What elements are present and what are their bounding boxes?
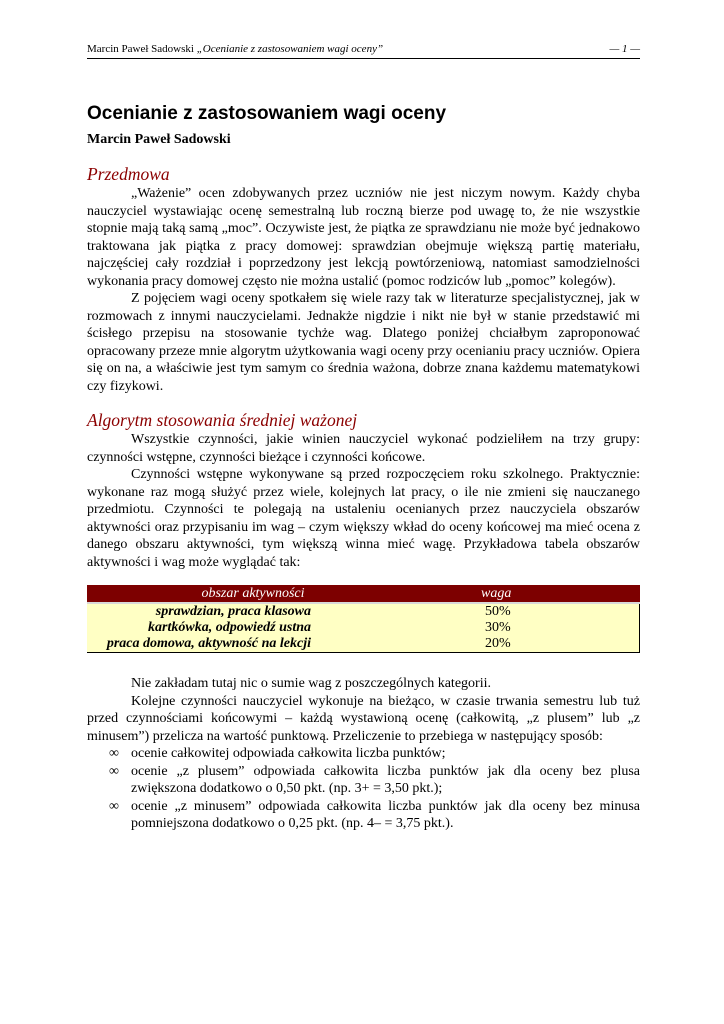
page-header — [87, 40, 640, 59]
document-title: Ocenianie z zastosowaniem wagi oceny — [87, 103, 447, 124]
document-body — [87, 96, 640, 833]
weights-table — [87, 585, 640, 653]
paragraph: Czynności wstępne wykonywane są przed rozpoczęciem roku szkolnego. Praktycznie: wykonane raz mogą służyć przez wiele, kolejnych lat pracy, o ile nie zmieni się nauczanego przedmiotu. Czynności te polegają na ustaleniu ocenianych przez nauczyciela obszarów aktywności oraz przypisaniu im wag – czym większy wkład do oceny końcowej ma mieć ocena z danego obszaru aktywności, tym większą winna mieć wagę. Przykładowa tabela obszarów aktywności i wag może wyglądać tak: — [87, 467, 640, 570]
cell-weight: 30% — [419, 620, 640, 636]
paragraph: Wszystkie czynności, jakie winien nauczyciel wykonać podzieliłem na trzy grupy: czynności wstępne, czynności bieżące i czynności końcowe. — [87, 432, 640, 465]
paragraph: Nie zakładam tutaj nic o sumie wag z poszczególnych kategorii. — [131, 676, 491, 691]
cell-area: praca domowa, aktywność na lekcji — [87, 636, 419, 653]
list-item — [87, 745, 640, 763]
list-item-text: ocenie „z plusem” odpowiada całkowita liczba punktów jak dla oceny bez plusa zwiększona dodatkowo o 0,50 pkt. (np. 3+ = 3,50 pkt.); — [131, 763, 640, 796]
paragraph: „Ważenie” ocen zdobywanych przez uczniów nie jest niczym nowym. Każdy chyba nauczyciel wystawiając ocenę semestralną lub roczną bierze pod uwagę to, że nie wszystkie stopnie mają taką samą „moc”. Oczywiste jest, że piątka ze sprawdzianu nie może być jednakowo traktowana jak piątka z pracy domowej: sprawdzian obejmuje większą partię materiału, najczęściej cały rozdział i poprzedzony jest lekcją powtórzeniową, natomiast samodzielności wykonania pracy domowej często nie można ustalić (pomoc rodziców lub „pomoc” kolegów). — [87, 186, 640, 289]
section-heading-algorithm: Algorytm stosowania średniej ważonej — [87, 410, 358, 430]
infinity-bullet-icon: ∞ — [109, 763, 119, 779]
table-row — [87, 620, 640, 636]
table-row — [87, 636, 640, 653]
cell-weight: 50% — [419, 603, 640, 620]
list-item — [87, 763, 640, 798]
cell-area: sprawdzian, praca klasowa — [87, 603, 419, 620]
header-author: Marcin Paweł Sadowski — [87, 43, 197, 55]
table-header-row — [87, 585, 640, 603]
list-item-text: ocenie całkowitej odpowiada całkowita liczba punktów; — [131, 746, 446, 761]
paragraph: Z pojęciem wagi oceny spotkałem się wiele razy tak w literaturze specjalistycznej, jak w rozmowach z innymi nauczycielami. Jednakże nigdzie i nikt nie był w stanie przedstawić mi ścisłego przepisu na stosowanie tychże wag. Dlatego poniżej chciałbym zaproponować opracowany przeze mnie algorytm użytkowania wagi oceny przy ocenianiu pracy uczniów. Opiera się on na, a właściwie jest tym samym co średnia ważona, dobrze znana każdemu matematykowi czy fizykowi. — [87, 291, 640, 394]
paragraph: Kolejne czynności nauczyciel wykonuje na bieżąco, w czasie trwania semestru lub tuż przed czynnościami końcowymi – każdą wystawioną ocenę (całkowitą, „z plusem” lub „z minusem”) przelicza na wartość punktową. Przeliczenie to przebiega w następujący sposób: — [87, 693, 640, 744]
cell-weight: 20% — [419, 636, 640, 653]
section-heading-preface: Przedmowa — [87, 164, 170, 184]
cell-area: kartkówka, odpowiedź ustna — [87, 620, 419, 636]
weights-table-wrapper — [87, 585, 640, 653]
column-header-area: obszar aktywności — [87, 585, 419, 603]
infinity-bullet-icon: ∞ — [109, 746, 119, 761]
list-item-text: ocenie „z minusem” odpowiada całkowita liczba punktów jak dla oceny bez minusa pomniejszona dodatkowo o 0,25 pkt. (np. 4– = 3,75 pkt.). — [131, 798, 640, 831]
table-row — [87, 603, 640, 620]
document-author: Marcin Paweł Sadowski — [87, 132, 231, 147]
page-number: — 1 — — [609, 43, 640, 55]
infinity-bullet-icon: ∞ — [109, 798, 119, 814]
list-item — [87, 798, 640, 833]
header-title — [87, 40, 383, 58]
header-doc-title: „Ocenianie z zastosowaniem wagi oceny” — [196, 43, 384, 55]
column-header-weight: waga — [419, 585, 640, 603]
conversion-rules-list — [87, 745, 640, 833]
